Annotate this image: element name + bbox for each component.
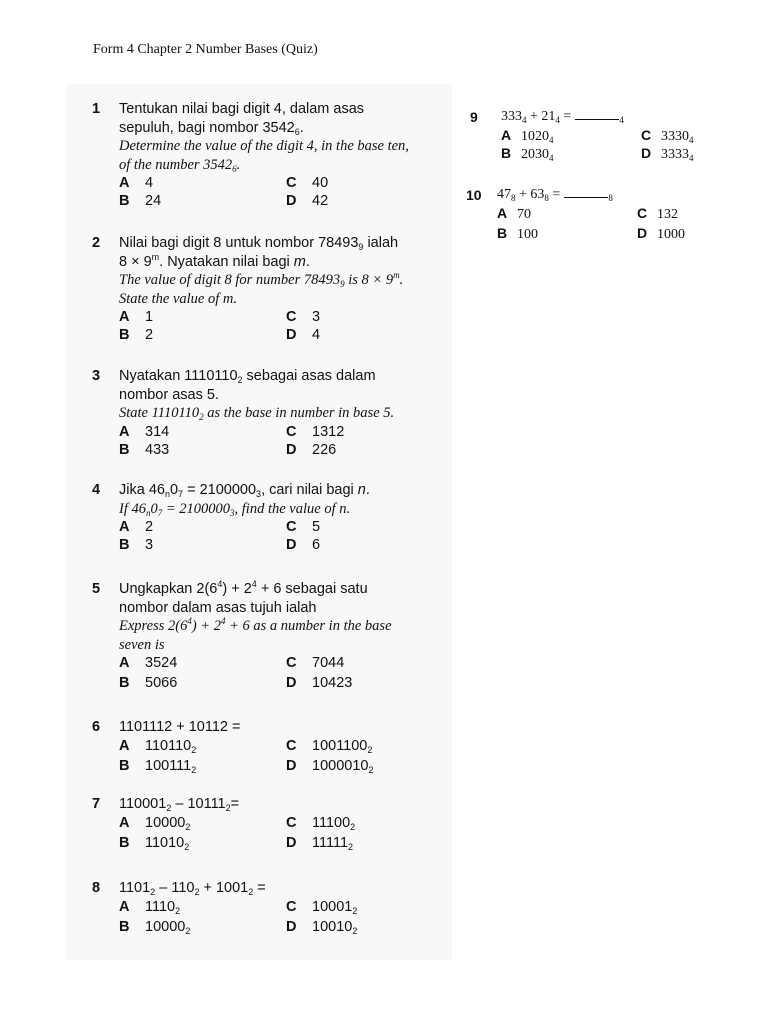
- answer-options: [497, 204, 685, 242]
- question-number: 2: [92, 235, 101, 251]
- answer-options: [501, 126, 694, 164]
- question-text-malay: Jika $46_n0_7 = 2100000_3$, cari nilai bagi n.: [119, 482, 370, 499]
- question-text-english: If $46_n0_7 = 2100000_3$, find the value of n.: [119, 500, 351, 518]
- question-text-english: The value of digit 8 for number $78493_9$ is $8 \times 9^m$.: [119, 270, 404, 289]
- question-text-malay: Ungkapkan $2(6^4) + 2^4 + 6$ sebagai satu: [119, 579, 368, 597]
- question-text-english: State $1110110_2$ as the base in number in base 5.: [119, 405, 395, 422]
- option-b[interactable]: B 2: [119, 327, 154, 343]
- question-text: $47_8 + 63_8 = _8$: [497, 187, 613, 203]
- question-number: 8: [92, 880, 101, 896]
- question-text-malay: Nyatakan $1110110_2$ sebagai asas dalam: [119, 368, 376, 385]
- answer-blank[interactable]: [575, 109, 619, 120]
- question-text-malay: nombor asas 5.: [119, 386, 219, 403]
- question-text-english: State the value of m.: [119, 290, 237, 307]
- option-c[interactable]: C 3: [286, 309, 321, 325]
- question-number: 6: [92, 719, 101, 735]
- question-text-english: Express $2(6^4) + 2^4 + 6$ as a number in the base: [119, 616, 392, 634]
- option-c[interactable]: C $1001100_2$: [286, 737, 373, 755]
- question-text-english: of the number $3542_6$.: [119, 156, 241, 174]
- option-b[interactable]: B 5066: [119, 675, 178, 691]
- question-number: 1: [92, 101, 101, 117]
- question-text-malay: Nilai bagi digit 8 untuk nombor $78493_9$ ialah: [119, 235, 399, 252]
- question-number: 5: [92, 581, 101, 597]
- question-number: 7: [92, 796, 101, 812]
- question-number: 4: [92, 482, 101, 498]
- option-d[interactable]: D 6: [286, 537, 321, 553]
- question-text-malay: Tentukan nilai bagi digit 4, dalam asas: [119, 101, 365, 117]
- option-c[interactable]: C 7044: [286, 655, 345, 671]
- question-number: 10: [466, 187, 482, 203]
- option-b[interactable]: B $10000_2$: [119, 918, 191, 936]
- option-c[interactable]: C $10001_2$: [286, 898, 358, 916]
- answer-options: [119, 814, 356, 852]
- option-b[interactable]: B 24: [119, 193, 162, 209]
- option-d[interactable]: D 1000: [637, 225, 685, 242]
- question-text: 1101112 + 10112 =: [119, 719, 241, 735]
- option-b[interactable]: B $2030_4$: [501, 145, 554, 163]
- option-a[interactable]: A 3524: [119, 655, 178, 671]
- question-text: $333_4 + 21_4 = _4$: [501, 109, 624, 125]
- answer-options: [119, 898, 358, 936]
- answer-options: [119, 654, 392, 692]
- option-d[interactable]: D 226: [286, 441, 337, 458]
- option-a[interactable]: A 2: [119, 519, 154, 535]
- option-d[interactable]: D $11111_2$: [286, 834, 354, 852]
- question-text-english: seven is: [119, 636, 165, 653]
- option-b[interactable]: B $100111_2$: [119, 757, 197, 775]
- option-d[interactable]: D $1000010_2$: [286, 757, 374, 775]
- question-text-malay: nombor dalam asas tujuh ialah: [119, 599, 317, 616]
- option-a[interactable]: A $110110_2$: [119, 737, 197, 755]
- option-a[interactable]: A 4: [119, 175, 154, 191]
- option-b[interactable]: B 100: [497, 225, 538, 242]
- answer-options: [119, 423, 394, 461]
- option-c[interactable]: C $11100_2$: [286, 814, 356, 832]
- option-a[interactable]: A 70: [497, 205, 531, 222]
- option-a[interactable]: A $10000_2$: [119, 814, 191, 832]
- option-a[interactable]: A 1: [119, 309, 154, 325]
- option-c[interactable]: C 40: [286, 175, 329, 191]
- answer-options: [119, 737, 374, 775]
- option-b[interactable]: B 433: [119, 441, 170, 458]
- option-d[interactable]: D 4: [286, 327, 321, 343]
- question-text-malay: $8 \times 9^m$. Nyatakan nilai bagi m.: [119, 251, 310, 270]
- question-text: $1101_2 - 110_2 + 1001_2$ =: [119, 880, 266, 897]
- option-c[interactable]: C 132: [637, 205, 678, 222]
- option-d[interactable]: D $10010_2$: [286, 918, 358, 936]
- option-c[interactable]: C $3330_4$: [641, 127, 694, 145]
- answer-options: [119, 174, 409, 212]
- option-c[interactable]: C 5: [286, 519, 321, 535]
- option-b[interactable]: B $11010_2$: [119, 834, 190, 852]
- question-text-english: Determine the value of the digit 4, in the base ten,: [119, 138, 409, 154]
- answer-blank[interactable]: [564, 187, 608, 198]
- question-number: 9: [470, 109, 478, 125]
- question-text: $110001_2 - 10111_2=$: [119, 796, 240, 813]
- option-c[interactable]: C 1312: [286, 423, 345, 440]
- option-b[interactable]: B 3: [119, 537, 154, 553]
- option-a[interactable]: A 314: [119, 423, 170, 440]
- option-d[interactable]: D 10423: [286, 675, 353, 691]
- question-text-malay: sepuluh, bagi nombor $3542_6$.: [119, 119, 304, 137]
- question-number: 3: [92, 368, 101, 384]
- answer-options: [119, 518, 370, 556]
- answer-options: [119, 308, 403, 346]
- option-a[interactable]: A $1020_4$: [501, 127, 554, 145]
- option-d[interactable]: D $3333_4$: [641, 145, 694, 163]
- page-title: Form 4 Chapter 2 Number Bases (Quiz): [93, 42, 318, 57]
- option-d[interactable]: D 42: [286, 193, 329, 209]
- option-a[interactable]: A $1110_2$: [119, 898, 181, 916]
